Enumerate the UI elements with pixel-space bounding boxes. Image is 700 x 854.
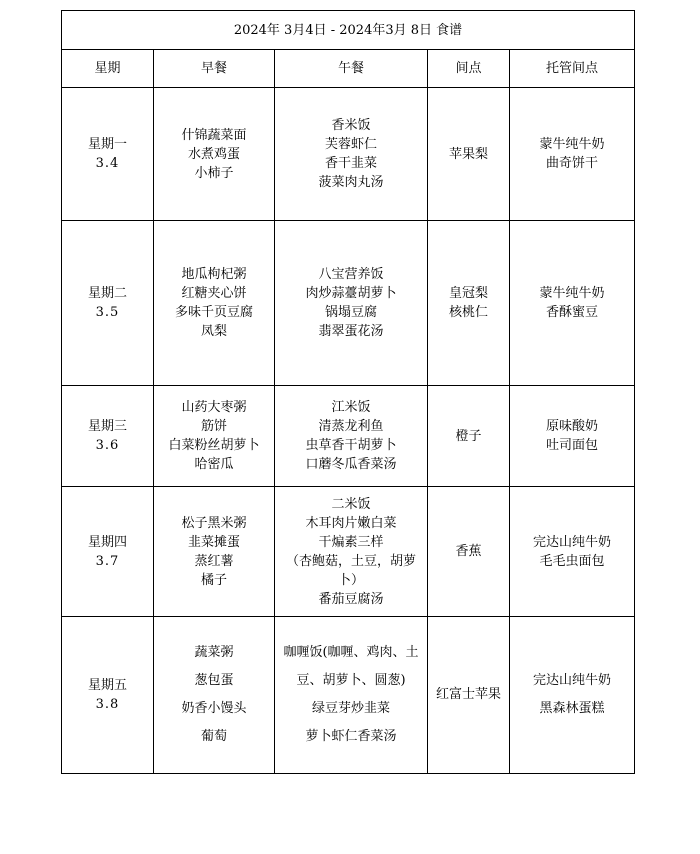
menu-item: 豆、胡萝卜、圆葱)	[296, 673, 406, 688]
table-row	[62, 617, 635, 774]
lunch-cell	[275, 487, 428, 617]
menu-item: 蒸红薯	[194, 553, 234, 569]
day-cell	[62, 386, 154, 487]
menu-item: 蒙牛纯牛奶	[539, 137, 605, 152]
menu-item: 山药大枣粥	[181, 400, 247, 415]
menu-item: 完达山纯牛奶	[533, 673, 612, 688]
menu-item: 绿豆芽炒韭菜	[311, 701, 390, 716]
menu-item: 卜）	[337, 572, 364, 588]
care-snack-cell	[510, 617, 635, 774]
menu-item: 香蕉	[455, 544, 482, 559]
menu-item: 苹果梨	[448, 146, 488, 162]
menu-item: 葱包蛋	[194, 673, 234, 688]
menu-item: 橘子	[200, 572, 227, 588]
breakfast-cell	[154, 221, 275, 386]
table-row	[62, 386, 635, 487]
care-snack-cell	[510, 386, 635, 487]
menu-item: 曲奇饼干	[546, 156, 599, 171]
lunch-cell	[275, 617, 428, 774]
snack-cell	[428, 221, 510, 386]
menu-item: 香米饭	[331, 118, 371, 133]
day-name: 星期二	[87, 286, 127, 301]
menu-item: 韭菜摊蛋	[187, 534, 240, 550]
menu-item: 干煸素三样	[318, 534, 384, 550]
menu-item: （杏鲍菇，土豆，胡萝	[285, 553, 416, 569]
menu-item: 香酥蜜豆	[546, 305, 599, 320]
breakfast-cell	[154, 487, 275, 617]
breakfast-cell	[154, 617, 275, 774]
header-breakfast: 早餐	[154, 50, 275, 88]
menu-item: 清蒸龙利鱼	[318, 419, 384, 434]
header-care-snack: 托管间点	[510, 50, 635, 88]
day-date: 3.7	[95, 553, 120, 569]
menu-item: 肉炒蒜薹胡萝卜	[305, 286, 397, 301]
menu-item: 红富士苹果	[435, 687, 501, 702]
day-cell	[62, 221, 154, 386]
lunch-cell	[275, 88, 428, 221]
menu-item: 木耳肉片嫩白菜	[305, 515, 397, 531]
day-name: 星期四	[87, 534, 127, 550]
table-row	[62, 88, 635, 221]
menu-item: 黑森林蛋糕	[539, 701, 605, 716]
breakfast-cell	[154, 88, 275, 221]
day-date: 3.6	[95, 438, 120, 453]
menu-table	[61, 10, 635, 774]
menu-item: 番茄豆腐汤	[318, 591, 384, 607]
day-name: 星期五	[87, 678, 127, 693]
menu-item: 吐司面包	[546, 438, 599, 453]
menu-item: 菠菜肉丸汤	[318, 175, 384, 190]
menu-item: 核桃仁	[448, 305, 488, 320]
menu-item: 毛毛虫面包	[539, 553, 605, 569]
menu-item: 筋饼	[200, 419, 227, 434]
lunch-cell	[275, 386, 428, 487]
menu-item: 虫草香干胡萝卜	[305, 438, 397, 453]
menu-item: 地瓜枸杞粥	[181, 267, 247, 282]
care-snack-cell	[510, 88, 635, 221]
menu-item: 橙子	[455, 428, 482, 444]
header-lunch: 午餐	[275, 50, 428, 88]
snack-cell	[428, 617, 510, 774]
menu-item: 哈密瓜	[194, 457, 234, 472]
menu-item: 香干韭菜	[324, 156, 377, 171]
menu-item: 咖喱饭(咖喱、鸡肉、土	[283, 645, 419, 660]
menu-item: 萝卜虾仁香菜汤	[305, 729, 397, 744]
menu-item: 白菜粉丝胡萝卜	[168, 438, 260, 453]
menu-item: 水煮鸡蛋	[187, 146, 240, 162]
menu-item: 翡翠蛋花汤	[318, 324, 384, 339]
menu-item: 皇冠梨	[448, 286, 488, 301]
care-snack-cell	[510, 221, 635, 386]
menu-item: 红糖夹心饼	[181, 286, 247, 301]
header-row	[62, 50, 635, 88]
menu-item: 二米饭	[331, 496, 371, 512]
menu-item: 口蘑冬瓜香菜汤	[305, 457, 397, 472]
menu-item: 小柿子	[194, 165, 234, 181]
menu-item: 凤梨	[200, 324, 227, 339]
menu-item: 芙蓉虾仁	[324, 137, 377, 152]
menu-item: 葡萄	[200, 729, 227, 744]
snack-cell	[428, 386, 510, 487]
day-date: 3.8	[95, 697, 120, 712]
menu-item: 蔬菜粥	[194, 645, 234, 660]
day-cell	[62, 617, 154, 774]
care-snack-cell	[510, 487, 635, 617]
menu-item: 完达山纯牛奶	[533, 534, 612, 550]
menu-item: 八宝营养饭	[318, 267, 384, 282]
menu-item: 奶香小馒头	[181, 701, 247, 716]
lunch-cell	[275, 221, 428, 386]
day-cell	[62, 487, 154, 617]
menu-item: 锅塌豆腐	[324, 305, 377, 320]
header-day: 星期	[62, 50, 154, 88]
menu-item: 什锦蔬菜面	[181, 127, 247, 143]
snack-cell	[428, 487, 510, 617]
day-cell	[62, 88, 154, 221]
menu-item: 松子黑米粥	[181, 515, 247, 531]
header-snack: 间点	[428, 50, 510, 88]
menu-item: 蒙牛纯牛奶	[539, 286, 605, 301]
day-name: 星期一	[87, 137, 127, 152]
table-row	[62, 221, 635, 386]
menu-title: 2024年 3月4日 - 2024年3月 8日 食谱	[62, 11, 635, 50]
menu-item: 原味酸奶	[546, 419, 599, 434]
snack-cell	[428, 88, 510, 221]
menu-item: 江米饭	[331, 400, 371, 415]
day-name: 星期三	[87, 419, 127, 434]
menu-item: 多味千页豆腐	[174, 305, 253, 320]
breakfast-cell	[154, 386, 275, 487]
day-date: 3.4	[95, 156, 120, 171]
day-date: 3.5	[95, 305, 120, 320]
table-row	[62, 487, 635, 617]
